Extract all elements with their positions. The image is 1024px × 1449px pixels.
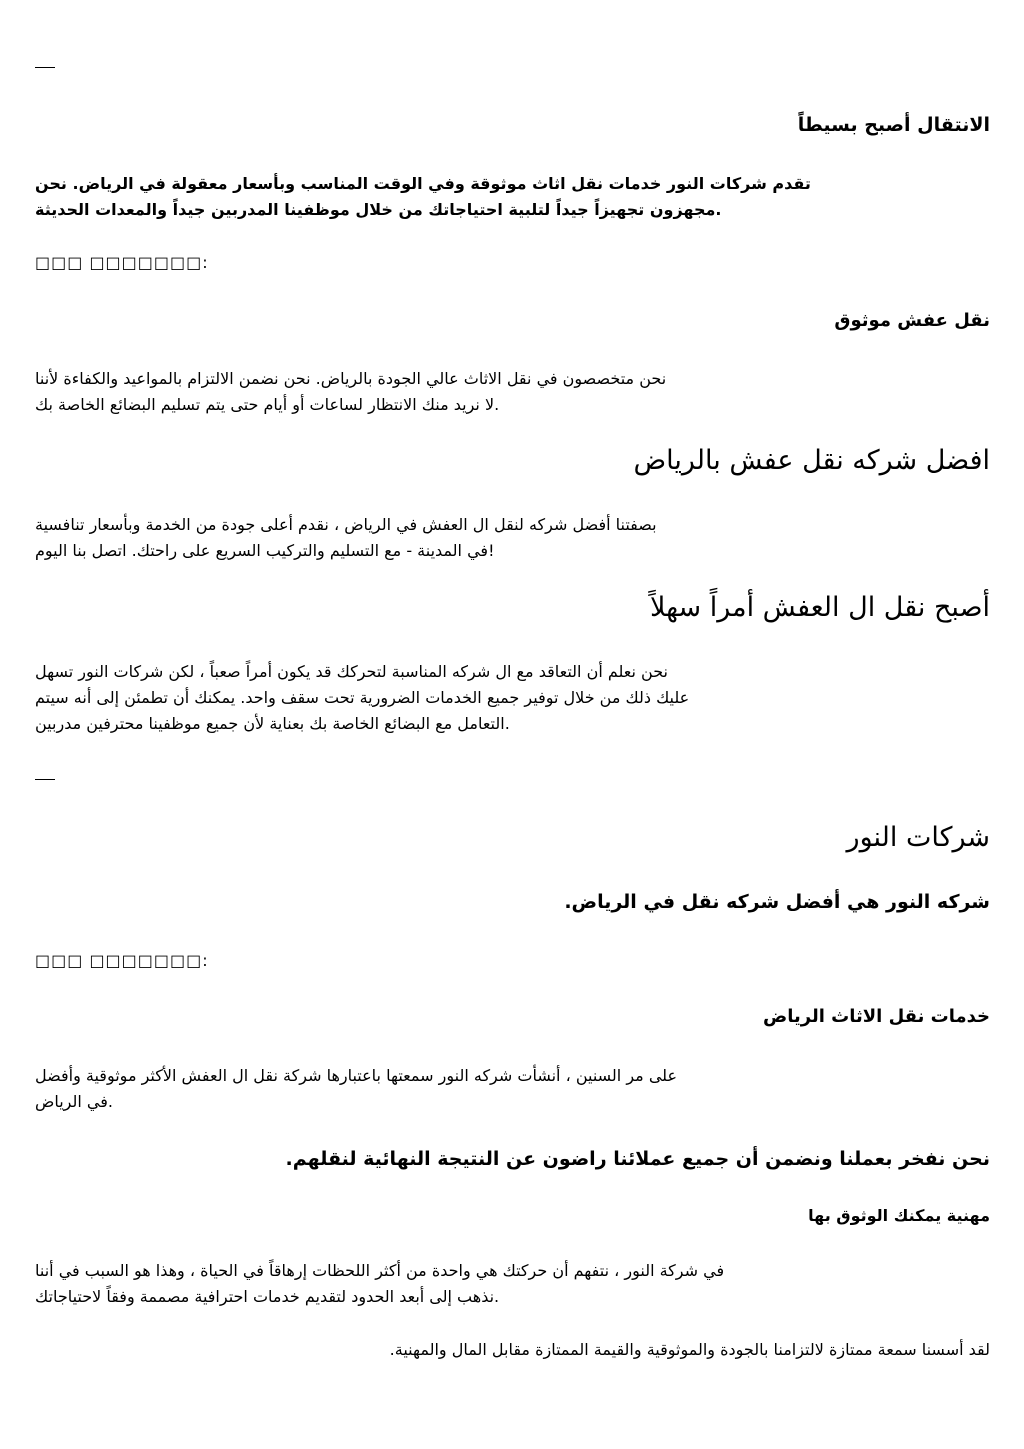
- section-heading: الانتقال أصبح بسيطاً: [797, 114, 990, 136]
- main-heading: شركات النور: [846, 822, 990, 853]
- placeholder-text: □□□ □□□□□□□:: [35, 253, 209, 272]
- main-heading: أصبح نقل ال العفش أمراً سهلاً: [649, 592, 990, 623]
- horizontal-rule: [35, 67, 55, 68]
- paragraph-line: في شركة النور ، نتفهم أن حركتك هي واحدة من أكثر اللحظات إرهاقاً في الحياة ، وهذا هو السبب في أننا: [35, 1261, 725, 1280]
- paragraph-line: على مر السنين ، أنشأت شركه النور سمعتها باعتبارها شركة نقل ال العفش الأكثر موثوقية وأفضل: [35, 1066, 677, 1085]
- paragraph-line: تقدم شركات النور خدمات نقل اثاث موثوقة وفي الوقت المناسب وبأسعار معقولة في الرياض. نحن: [35, 174, 811, 193]
- paragraph-line: في الرياض.: [35, 1092, 113, 1111]
- paragraph-line: بصفتنا أفضل شركه لنقل ال العفش في الرياض ، نقدم أعلى جودة من الخدمة وبأسعار تنافسية: [35, 515, 657, 534]
- paragraph-line: نحن نعلم أن التعاقد مع ال شركه المناسبة لتحركك قد يكون أمراً صعباً ، لكن شركات النور تسهل: [35, 662, 669, 681]
- subsection-heading: نقل عفش موثوق: [834, 310, 990, 331]
- paragraph-line: لا نريد منك الانتظار لساعات أو أيام حتى يتم تسليم البضائع الخاصة بك.: [35, 395, 500, 414]
- document-page: [35, 0, 990, 1449]
- section-heading: نحن نفخر بعملنا ونضمن أن جميع عملائنا راضون عن النتيجة النهائية لنقلهم.: [285, 1148, 990, 1170]
- main-heading: افضل شركه نقل عفش بالرياض: [633, 445, 990, 476]
- body-paragraph: [35, 1258, 990, 1310]
- paragraph-line: عليك ذلك من خلال توفير جميع الخدمات الضرورية تحت سقف واحد. يمكنك أن تطمئن إلى أنه سيتم: [35, 688, 690, 707]
- body-paragraph: [35, 366, 990, 418]
- body-paragraph: [35, 1063, 990, 1115]
- paragraph-line: في المدينة - مع التسليم والتركيب السريع على راحتك. اتصل بنا اليوم!: [35, 541, 495, 560]
- section-heading: شركه النور هي أفضل شركه نقل في الرياض.: [564, 891, 990, 913]
- body-paragraph: [35, 512, 990, 564]
- subsection-heading: خدمات نقل الاثاث الرياض: [763, 1006, 990, 1027]
- paragraph-line: نحن متخصصون في نقل الاثاث عالي الجودة بالرياض. نحن نضمن الالتزام بالمواعيد والكفاءة لأننا: [35, 369, 667, 388]
- paragraph-line: التعامل مع البضائع الخاصة بك بعناية لأن جميع موظفينا محترفين مدربين.: [35, 714, 510, 733]
- minor-heading: مهنية يمكنك الوثوق بها: [808, 1206, 990, 1225]
- body-paragraph: [35, 659, 990, 737]
- body-paragraph: لقد أسسنا سمعة ممتازة لالتزامنا بالجودة والموثوقية والقيمة الممتازة مقابل المال والمهنية.: [389, 1340, 990, 1359]
- intro-paragraph: [35, 171, 990, 223]
- placeholder-text: □□□ □□□□□□□:: [35, 951, 209, 970]
- paragraph-line: نذهب إلى أبعد الحدود لتقديم خدمات احترافية مصممة وفقاً لاحتياجاتك.: [35, 1287, 500, 1306]
- paragraph-line: مجهزون تجهيزاً جيداً لتلبية احتياجاتك من خلال موظفينا المدربين جيداً والمعدات الحديثة.: [35, 200, 722, 219]
- horizontal-rule: [35, 779, 55, 780]
